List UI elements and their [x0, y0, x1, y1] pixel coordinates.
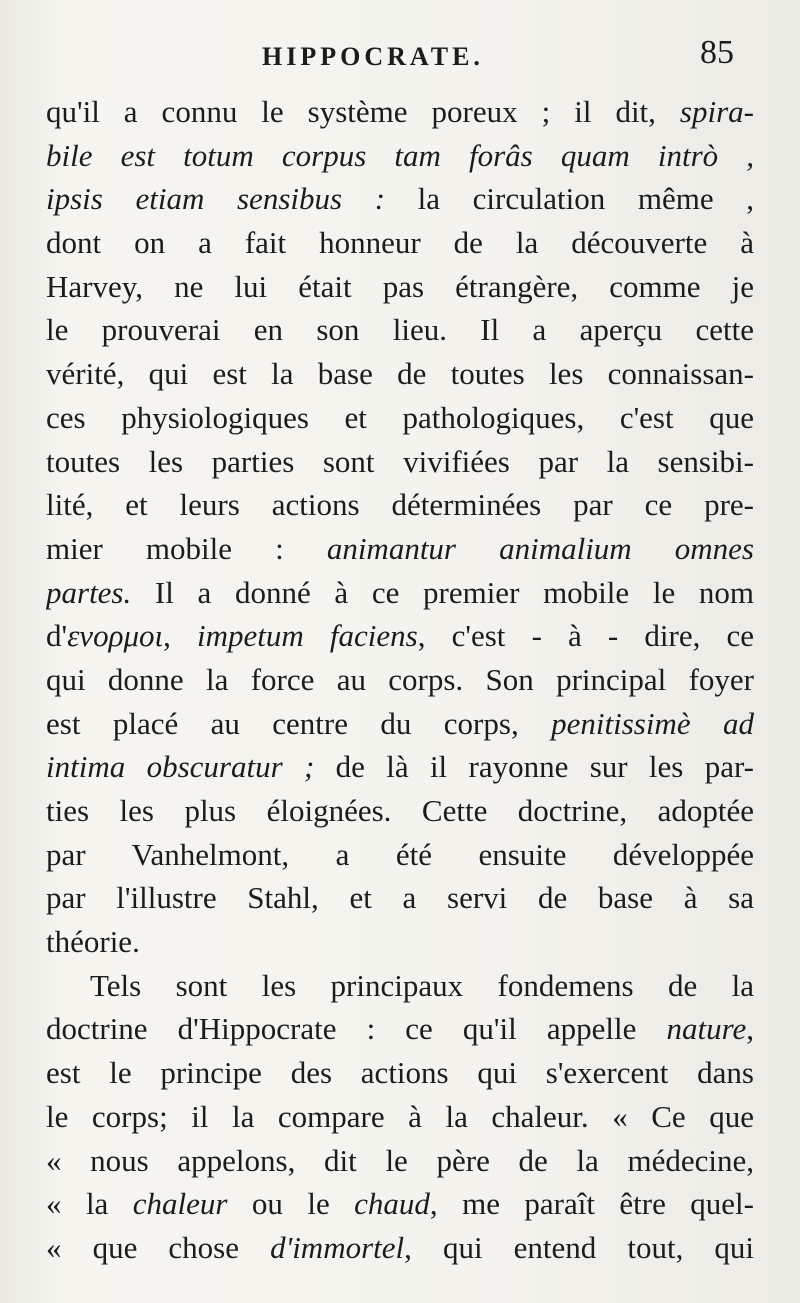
text-line: [46, 1007, 754, 1051]
text-run: par Vanhelmont, a été ensuite développée: [46, 836, 754, 872]
text-line: [46, 527, 754, 571]
text-line: [46, 614, 754, 658]
text-run: Il a donné à ce premier mobile le nom: [131, 574, 754, 610]
text-line: [46, 1182, 754, 1226]
text-run: mier mobile :: [46, 530, 327, 566]
text-run: « la: [46, 1186, 133, 1222]
text-line: [46, 789, 754, 833]
text-line: [46, 964, 754, 1008]
italic-text-run: penitissimè ad: [551, 705, 754, 741]
text-run: lité, et leurs actions déterminées par ce pre-: [46, 487, 754, 523]
text-line: [46, 571, 754, 615]
text-run: de là il rayonne sur les par-: [314, 749, 754, 785]
text-line: [46, 221, 754, 265]
body-text: [46, 90, 754, 1270]
page-number: 85: [700, 34, 734, 71]
text-run: ties les plus éloignées. Cette doctrine, adoptée: [46, 793, 754, 828]
text-run: « nous appelons, dit le père de la médecine,: [46, 1142, 754, 1178]
text-line: [46, 440, 754, 484]
text-run: « que chose: [46, 1229, 271, 1265]
text-run: Tels sont les principaux fondemens de la: [90, 967, 754, 1003]
text-run: est le principe des actions qui s'exercent dans: [46, 1055, 754, 1091]
text-line: [46, 876, 754, 920]
text-run: vérité, qui est la base de toutes les connaissan-: [46, 356, 754, 392]
text-run: dont on a fait honneur de la découverte à: [46, 225, 754, 261]
text-run: qui donne la force au corps. Son principal foyer: [46, 661, 754, 697]
text-run: ou le: [227, 1186, 355, 1222]
text-run: d': [46, 618, 68, 654]
text-run: ,: [746, 1011, 754, 1047]
italic-text-run: chaud: [354, 1186, 430, 1222]
text-run: ,: [163, 618, 198, 654]
text-run: , c'est - à - dire, ce: [417, 618, 754, 654]
italic-text-run: bile est totum corpus tam forâs quam intrò ,: [46, 137, 754, 173]
text-run: théorie.: [46, 924, 140, 960]
text-run: , qui entend tout, qui: [404, 1229, 754, 1265]
italic-text-run: d'immortel: [270, 1229, 405, 1265]
italic-text-run: animantur animalium omnes: [326, 530, 754, 566]
italic-text-run: ipsis etiam sensibus :: [46, 181, 386, 217]
text-line: [46, 90, 754, 134]
text-line: [46, 745, 754, 789]
italic-text-run: partes.: [46, 574, 132, 610]
text-run: la circulation même ,: [385, 181, 754, 217]
text-line: [46, 702, 754, 746]
text-run: est placé au centre du corps,: [46, 705, 552, 741]
text-line: [46, 177, 754, 221]
text-line: [46, 1051, 754, 1095]
text-line: [46, 920, 754, 964]
text-line: [46, 1095, 754, 1139]
text-line: [46, 1139, 754, 1183]
text-run: toutes les parties sont vivifiées par la sensibi-: [46, 443, 754, 479]
text-run: qu'il a connu le système poreux ; il dit,: [46, 94, 680, 129]
italic-text-run: spira-: [679, 94, 754, 129]
text-run: ces physiologiques et pathologiques, c'est que: [46, 399, 754, 435]
text-line: [46, 308, 754, 352]
text-line: [46, 265, 754, 309]
page-header: [0, 34, 800, 84]
text-run: le prouverai en son lieu. Il a aperçu cette: [46, 312, 754, 348]
text-line: [46, 134, 754, 178]
text-line: [46, 1226, 754, 1270]
text-run: le corps; il la compare à la chaleur. « Ce que: [46, 1098, 754, 1134]
text-line: [46, 352, 754, 396]
italic-text-run: nature: [666, 1011, 747, 1047]
text-line: [46, 658, 754, 702]
text-run: , me paraît être quel-: [429, 1186, 754, 1222]
running-title: HIPPOCRATE.: [262, 42, 484, 71]
italic-text-run: intima obscuratur ;: [46, 749, 315, 785]
text-run: doctrine d'Hippocrate : ce qu'il appelle: [46, 1011, 667, 1047]
text-line: [46, 833, 754, 877]
text-line: [46, 396, 754, 440]
text-run: par l'illustre Stahl, et a servi de base à sa: [46, 880, 754, 916]
italic-text-run: impetum faciens: [197, 618, 418, 654]
text-run: Harvey, ne lui était pas étrangère, comme je: [46, 268, 754, 304]
text-line: [46, 483, 754, 527]
italic-text-run: chaleur: [132, 1186, 228, 1222]
italic-text-run: ενορμοι: [67, 618, 164, 654]
